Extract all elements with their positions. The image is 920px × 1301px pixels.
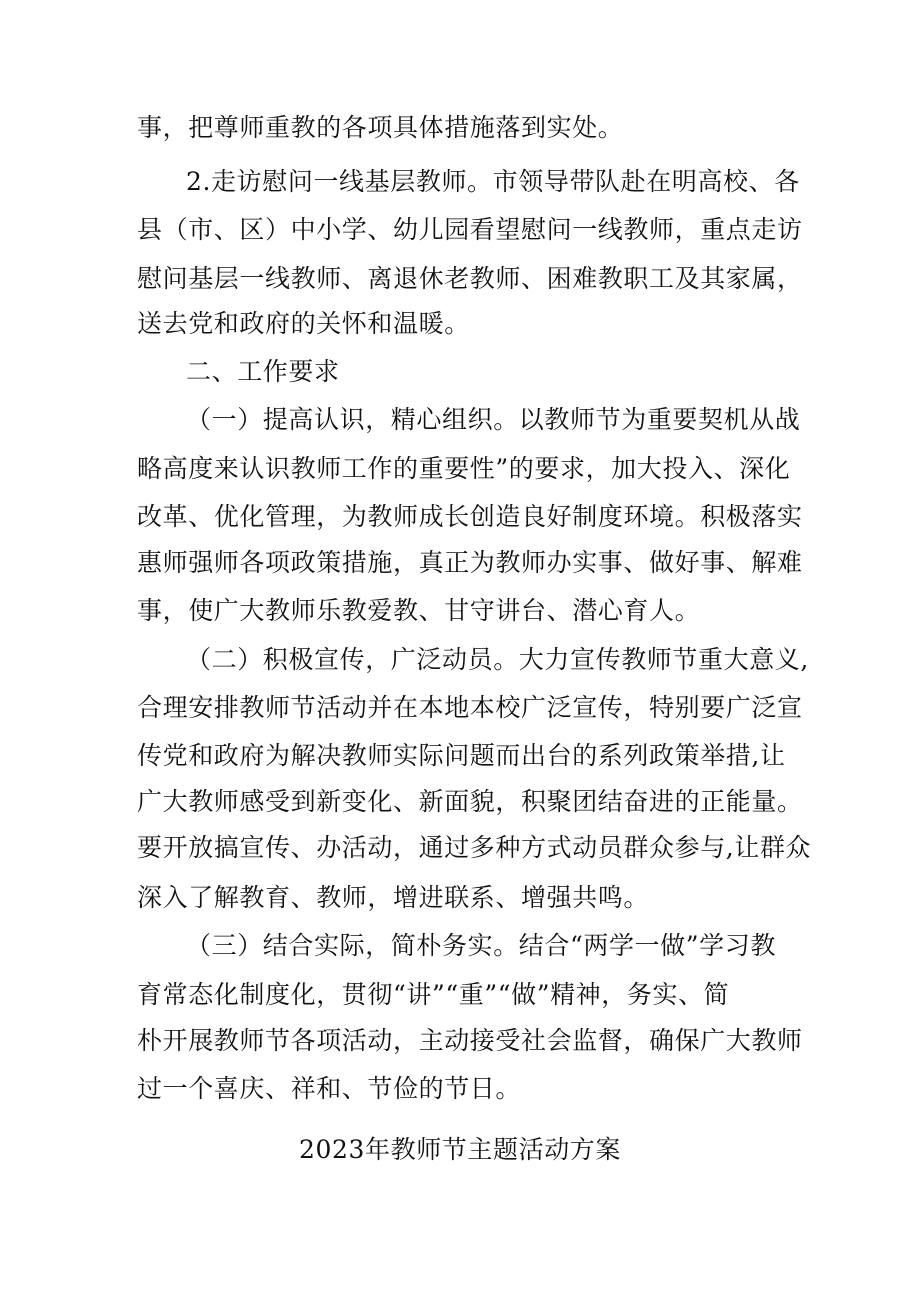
paragraph-line: 2.走访慰问一线基层教师。市领导带队赴在明高校、各 [186,167,800,196]
paragraph-line: （二）积极宣传，广泛动员。大力宣传教师节重大意义, [186,645,809,674]
paragraph-line: （一）提高认识，精心组织。以教师节为重要契机从战 [186,405,801,434]
document-title: 2023年教师节主题活动方案 [298,1135,622,1164]
paragraph-line: 深入了解教育、教师，增进联系、增强共鸣。 [137,883,650,912]
paragraph-line: 送去党和政府的关怀和温暖。 [137,309,470,338]
paragraph-line: 事，使广大教师乐教爱教、甘守讲台、潜心育人。 [137,596,701,625]
paragraph-line: 朴开展教师节各项活动，主动接受社会监督，确保广大教师 [137,1026,803,1055]
paragraph-line: 合理安排教师节活动并在本地本校广泛宣传，特别要广泛宣 [137,693,803,722]
paragraph-line: 略高度来认识教师工作的重要性”的要求，加大投入、深化 [137,454,791,483]
paragraph-line: 育常态化制度化，贯彻“讲”“重”“做”精神，务实、简 [137,980,730,1009]
paragraph-line: 传党和政府为解决教师实际问题而出台的系列政策举措,让 [137,741,786,770]
paragraph-line: 县（市、区）中小学、幼儿园看望慰问一线教师，重点走访 [137,215,803,244]
paragraph-line: 过一个喜庆、祥和、节俭的节日。 [137,1074,522,1103]
paragraph-line: 改革、优化管理，为教师成长创造良好制度环境。积极落实 [137,502,803,531]
paragraph-line: 广大教师感受到新变化、新面貌，积聚团结奋进的正能量。 [137,787,803,816]
paragraph-line: 要开放搞宣传、办活动，通过多种方式动员群众参与,让群众 [137,833,812,862]
paragraph-line: 慰问基层一线教师、离退休老教师、困难教职工及其家属， [137,264,803,293]
paragraph-line: （三）结合实际，简朴务实。结合“两学一做”学习教 [186,931,776,960]
paragraph-line: 事，把尊师重教的各项具体措施落到实处。 [137,113,624,142]
section-heading: 二、工作要求 [186,357,340,386]
paragraph-line: 惠师强师各项政策措施，真正为教师办实事、做好事、解难 [137,548,803,577]
